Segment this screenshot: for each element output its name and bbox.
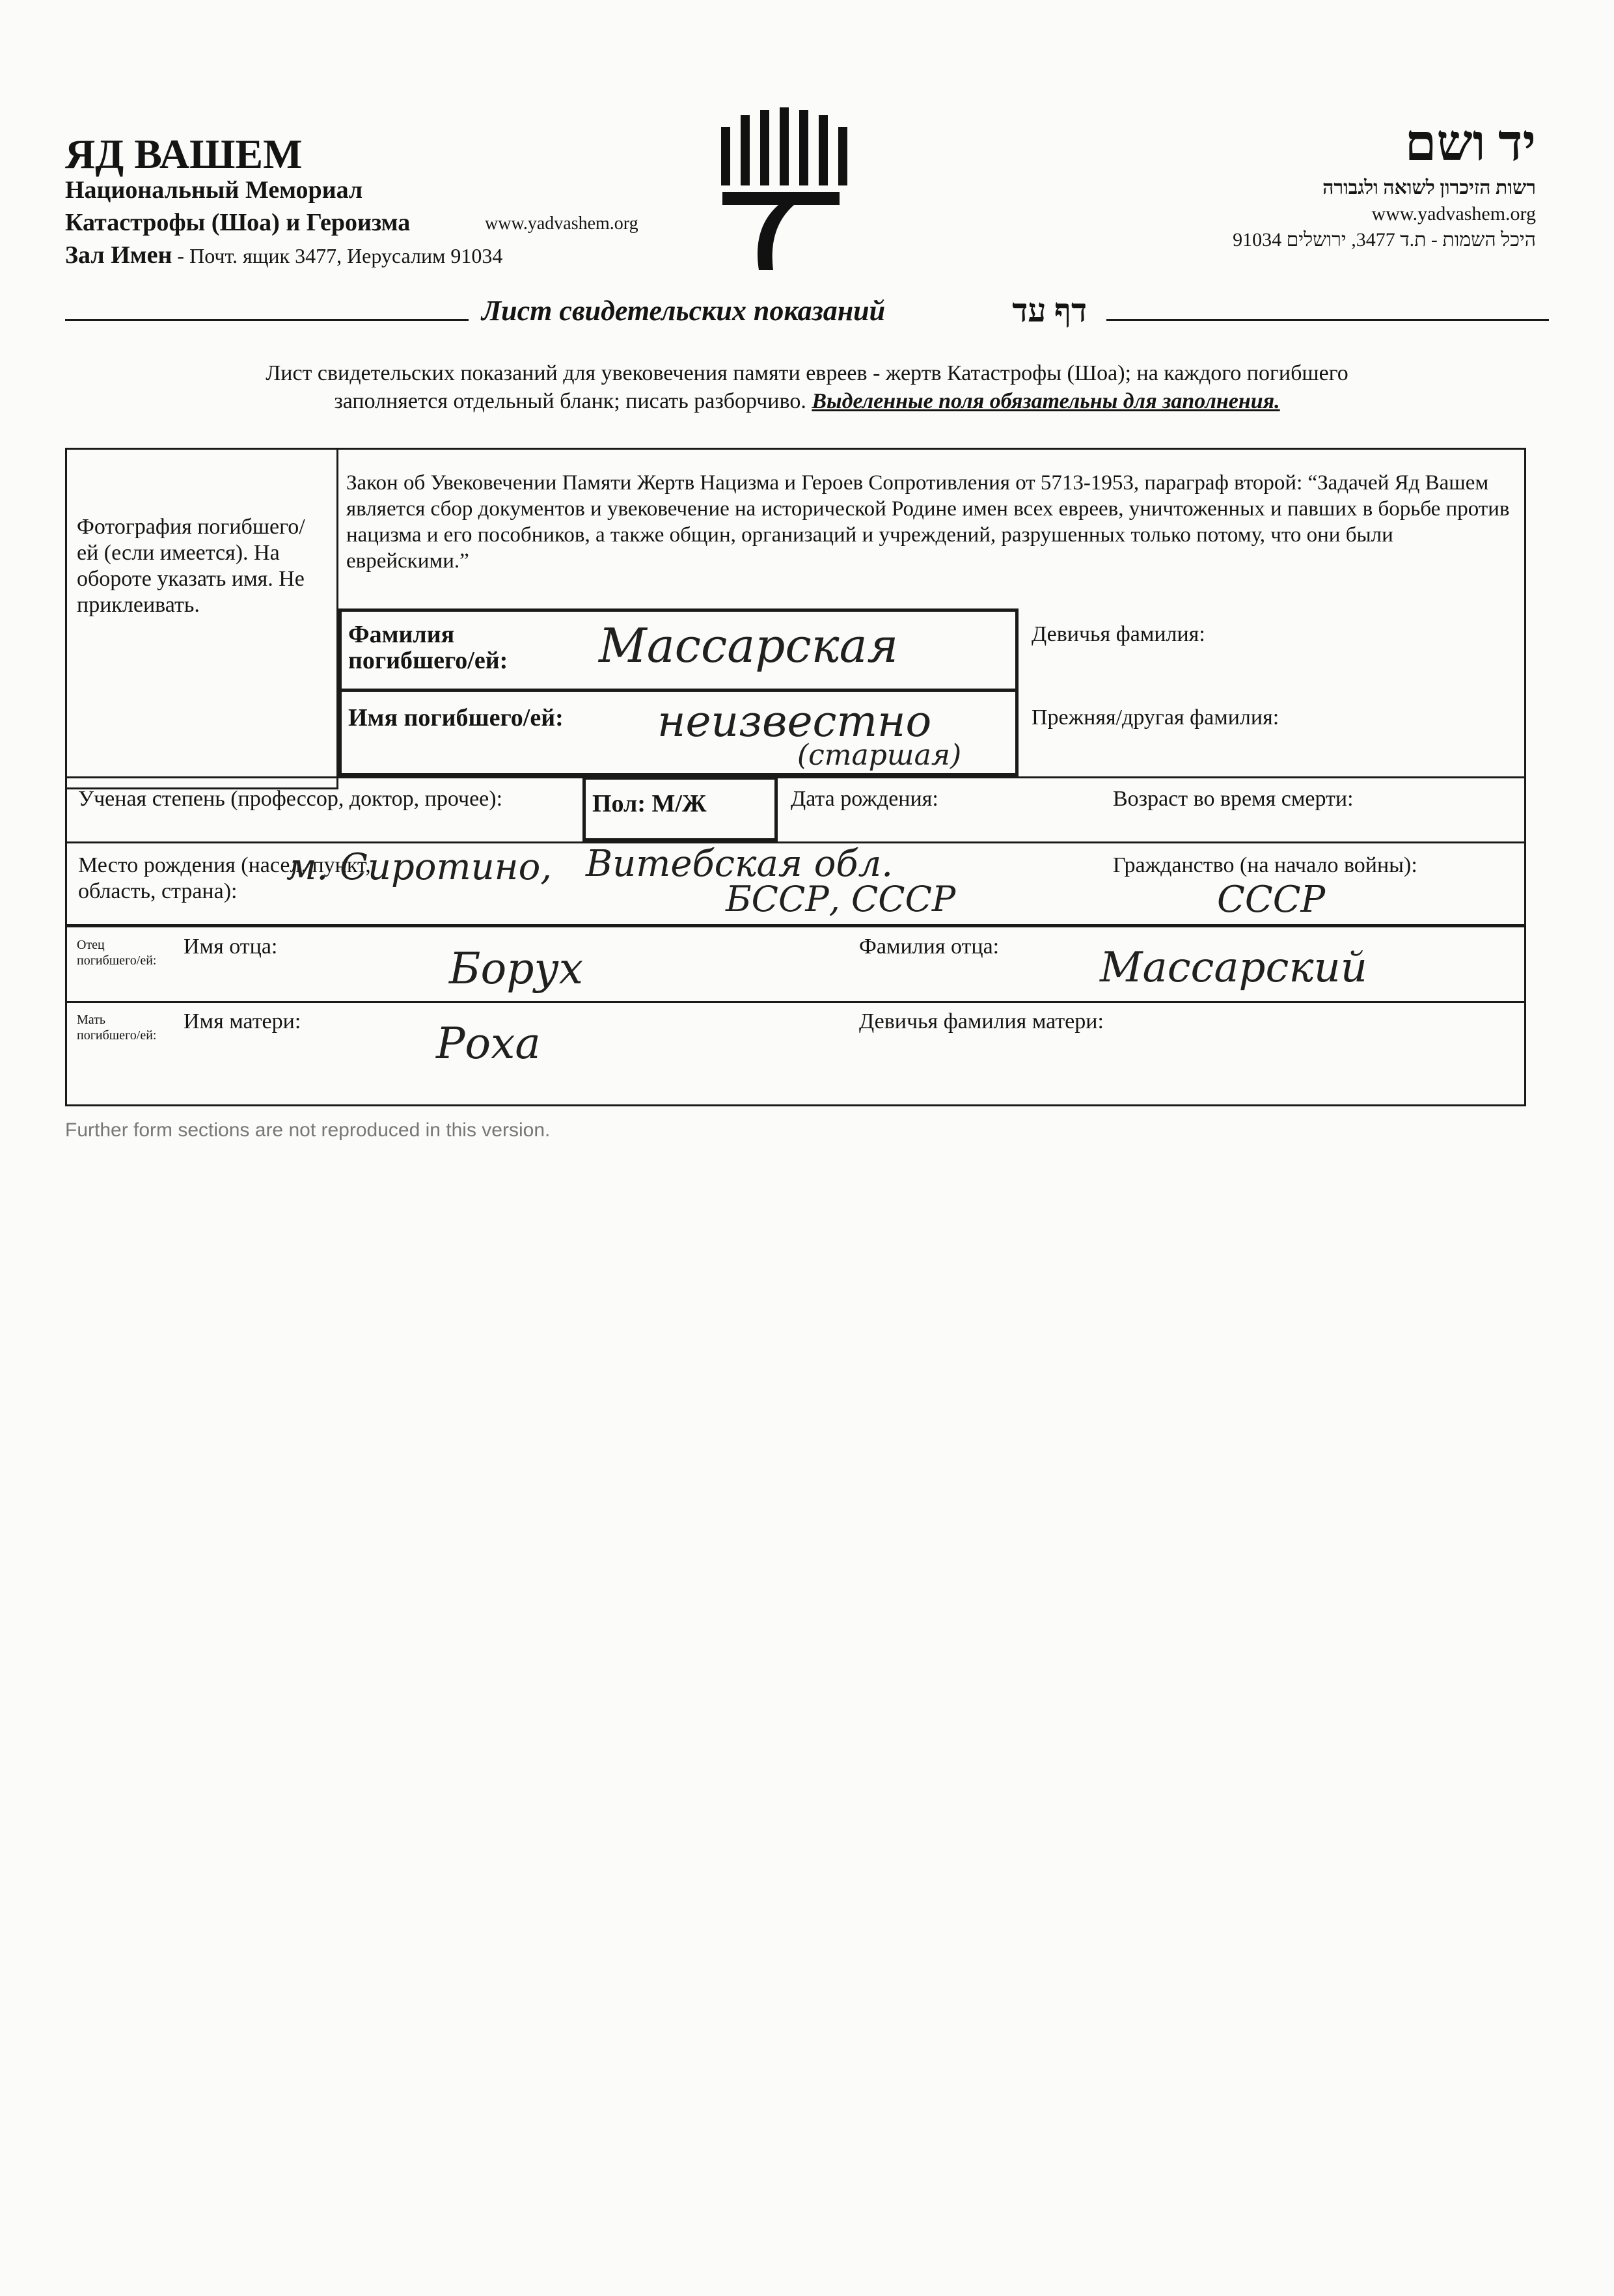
photo-cell (65, 448, 338, 789)
father-name-value: Борух (449, 944, 583, 994)
title-rule-right (1106, 319, 1549, 321)
maiden-label: Девичья фамилия: (1032, 622, 1205, 646)
name-note: (старшая) (797, 739, 962, 772)
other-surname-label: Прежняя/другая фамилия: (1032, 705, 1279, 730)
mother-name-value: Роха (436, 1018, 541, 1069)
org-subtitle-3: Зал Имен (65, 241, 172, 269)
sex-label: Пол: М/Ж (592, 790, 707, 817)
org-title-he: יד ושם (1404, 115, 1536, 171)
birthplace-label: Место рождения (насел. пункт, область, страна): (78, 853, 371, 903)
mother-stub: Мать погибшего/ей: (77, 1013, 157, 1043)
org-subtitle-he: רשות הזיכרון לשואה ולגבורה (1322, 177, 1536, 198)
form-title-ru: Лист свидетельских показаний (482, 295, 886, 327)
age-label: Возраст во время смерти: (1113, 787, 1354, 811)
org-subtitle-1: Национальный Мемориал (65, 176, 363, 204)
father-name-label: Имя отца: (184, 935, 278, 959)
citizenship-value: СССР (1217, 879, 1326, 921)
father-surname-label: Фамилия отца: (859, 935, 1000, 959)
org-title-ru: ЯД ВАШЕМ (65, 131, 303, 177)
name-label: Имя погибшего/ей: (348, 704, 564, 731)
title-rule-left (65, 319, 469, 321)
row-rule-3 (65, 924, 1526, 927)
surname-value: Массарская (599, 618, 899, 673)
intro-required: Выделенные поля обязательны для заполнения. (812, 389, 1280, 413)
degree-label: Ученая степень (профессор, доктор, прочее): (78, 787, 503, 811)
intro-text: заполняется отдельный бланк; писать разборчиво. (334, 389, 806, 413)
birthplace-value-3: БССР, СССР (726, 879, 956, 920)
father-surname-value: Массарский (1100, 944, 1367, 992)
intro-line-2 (65, 389, 1549, 414)
row-rule-4 (65, 1001, 1526, 1003)
org-address-he: היכל השמות - ת.ד 3477, ירושלים 91034 (1233, 229, 1536, 251)
father-stub: Отец погибшего/ей: (77, 938, 157, 968)
org-address-line (65, 241, 502, 269)
mother-name-label: Имя матери: (184, 1009, 301, 1033)
law-text: Закон об Увековечении Памяти Жертв Нацизма и Героев Сопротивления от 5713-1953, параграф второй: “Задачей Яд Вашем является сбор документов и увековечение на исторической Родине имен всех евреев, уничтоженных и павших в борьбе против нацизма и его пособников, а также общин, организаций и учреждений, разрушенных только потому, что они были еврейскими.” (346, 471, 1510, 573)
row-rule-1 (65, 776, 1526, 778)
birth-date-label: Дата рождения: (791, 787, 938, 811)
surname-label: Фамилия погибшего/ей: (348, 621, 508, 674)
birthplace-value-2: Витебская обл. (586, 843, 894, 885)
org-address-ru: - Почт. ящик 3477, Иерусалим 91034 (177, 244, 503, 267)
website-left: www.yadvashem.org (485, 213, 638, 234)
yad-vashem-logo (716, 107, 856, 283)
name-value: неизвестно (657, 696, 932, 746)
website-right: www.yadvashem.org (1371, 203, 1536, 225)
mother-maiden-label: Девичья фамилия матери: (859, 1009, 1104, 1033)
intro-line-1: Лист свидетельских показаний для увековечения памяти евреев - жертв Катастрофы (Шоа); на каждого погибшего (266, 361, 1348, 385)
citizenship-label: Гражданство (на начало войны): (1113, 853, 1417, 877)
stub-note: Further form sections are not reproduced in this version. (65, 1119, 551, 1141)
photo-label: Фотография погибшего/ей (если имеется). На обороте указать имя. Не приклеивать. (77, 515, 305, 617)
birthplace-value-1: м. Сиротино, (286, 846, 553, 888)
form-title-he: דף עד (1012, 292, 1087, 329)
org-subtitle-2: Катастрофы (Шоа) и Героизма (65, 209, 411, 236)
